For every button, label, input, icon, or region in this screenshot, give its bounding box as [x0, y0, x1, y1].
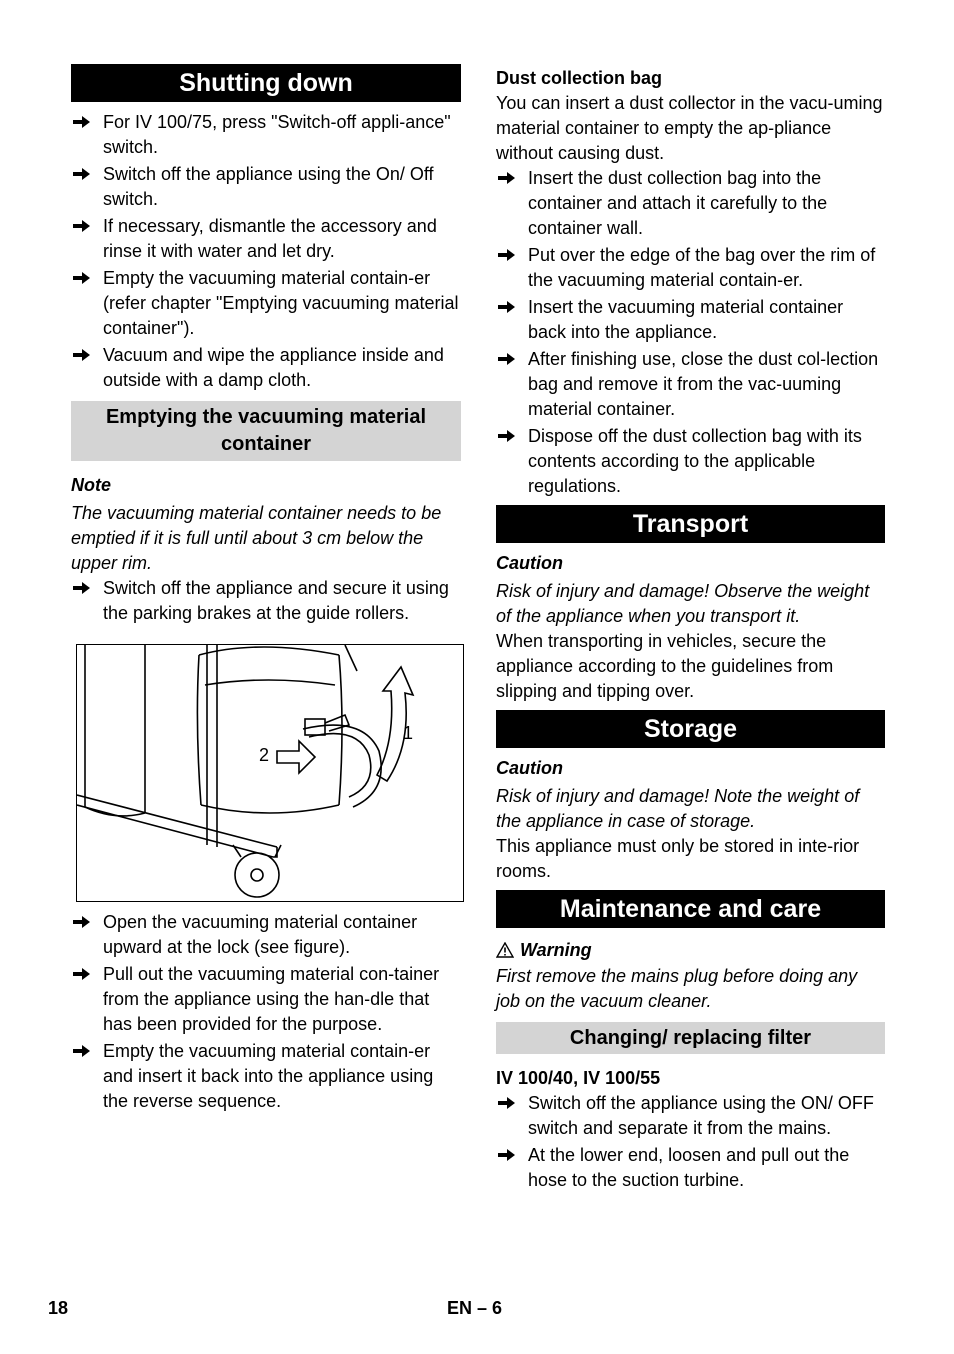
heading-changing-filter: Changing/ replacing filter — [496, 1022, 885, 1054]
filter-steps — [496, 1091, 885, 1193]
transport-text: When transporting in vehicles, secure the appliance according to the guidelines from slipping and tipping over. — [496, 631, 834, 701]
arrow-right-icon — [73, 1044, 91, 1058]
shutting-down-steps — [71, 110, 461, 393]
heading-emptying-container: Emptying the vacuuming material container — [71, 401, 461, 461]
step-text: Open the vacuuming material container upward at the lock (see figure). — [103, 912, 418, 957]
language-page-label: EN – 6 — [447, 1298, 503, 1318]
arrow-right-icon — [498, 300, 516, 314]
step-item — [496, 166, 885, 241]
step-item — [496, 347, 885, 422]
step-item — [71, 214, 461, 264]
step-item — [496, 1143, 885, 1193]
page-number: 18 — [48, 1298, 69, 1318]
warning-text: First remove the mains plug before doing any job on the vacuum cleaner. — [496, 966, 858, 1011]
step-text: Empty the vacuuming material contain-er (refer chapter "Emptying vacuuming material container"). — [103, 268, 459, 338]
arrow-right-icon — [73, 915, 91, 929]
arrow-right-icon — [73, 115, 91, 129]
arrow-right-icon — [73, 167, 91, 181]
step-text: Insert the vacuuming material container back into the appliance. — [528, 297, 844, 342]
storage-text: This appliance must only be stored in inte-rior rooms. — [496, 836, 860, 881]
right-column — [496, 66, 885, 1195]
emptying-steps-before — [71, 576, 461, 626]
step-item — [496, 424, 885, 499]
step-item — [71, 1039, 461, 1114]
step-item — [71, 266, 461, 341]
step-text: Vacuum and wipe the appliance inside and outside with a damp cloth. — [103, 345, 444, 390]
storage-caution-text: Risk of injury and damage! Note the weight of the appliance in case of storage. — [496, 786, 860, 831]
heading-transport: Transport — [496, 505, 885, 543]
step-item — [71, 110, 461, 160]
vacuum-container-illustration — [77, 645, 463, 901]
step-text: Pull out the vacuuming material con-tainer from the appliance using the han-dle that has been provided for the purpose. — [103, 964, 440, 1034]
step-text: For IV 100/75, press "Switch-off appli-ance" switch. — [103, 112, 451, 157]
step-text: After finishing use, close the dust col-lection bag and remove it from the vac-uuming material container. — [528, 349, 879, 419]
arrow-right-icon — [498, 171, 516, 185]
figure-label-2: 2 — [259, 745, 270, 765]
arrow-right-icon — [498, 248, 516, 262]
step-item — [496, 1091, 885, 1141]
step-text: Switch off the appliance using the On/ Off switch. — [103, 164, 434, 209]
step-item — [71, 162, 461, 212]
heading-dust-bag: Dust collection bag — [496, 68, 663, 88]
step-item — [71, 962, 461, 1037]
arrow-right-icon — [498, 1096, 516, 1110]
storage-caution-heading: Caution — [496, 758, 563, 778]
model-heading: IV 100/40, IV 100/55 — [496, 1068, 661, 1088]
heading-maintenance: Maintenance and care — [496, 890, 885, 928]
transport-caution-text: Risk of injury and damage! Observe the weight of the appliance when you transport it. — [496, 581, 870, 626]
step-text: Dispose off the dust collection bag with its contents according to the applicable regulations. — [528, 426, 862, 496]
heading-storage: Storage — [496, 710, 885, 748]
left-column — [71, 64, 461, 1116]
step-text: Insert the dust collection bag into the container and attach it carefully to the container wall. — [528, 168, 828, 238]
step-text: Put over the edge of the bag over the rim of the vacuuming material contain-er. — [528, 245, 876, 290]
note-text: The vacuuming material container needs to be emptied if it is full until about 3 cm below the upper rim. — [71, 503, 442, 573]
arrow-right-icon — [73, 271, 91, 285]
emptying-steps-after — [71, 910, 461, 1114]
transport-caution-heading: Caution — [496, 553, 563, 573]
step-item — [71, 343, 461, 393]
arrow-right-icon — [498, 429, 516, 443]
step-item — [71, 576, 461, 626]
figure-label-1: 1 — [403, 723, 414, 743]
arrow-right-icon — [73, 967, 91, 981]
arrow-right-icon — [498, 352, 516, 366]
note-heading: Note — [71, 475, 111, 495]
dust-bag-intro: You can insert a dust collector in the vacu-uming material container to empty the ap-pliance without causing dust. — [496, 93, 883, 163]
step-text: Switch off the appliance using the ON/ OFF switch and separate it from the mains. — [528, 1093, 874, 1138]
step-item — [496, 295, 885, 345]
step-item — [496, 243, 885, 293]
warning-heading: Warning — [520, 940, 592, 960]
warning-triangle-icon — [496, 942, 514, 958]
container-figure — [76, 644, 464, 902]
step-text: At the lower end, loosen and pull out the hose to the suction turbine. — [528, 1145, 850, 1190]
warning-row — [496, 938, 885, 962]
heading-shutting-down: Shutting down — [71, 64, 461, 102]
step-text: Empty the vacuuming material contain-er and insert it back into the appliance using the reverse sequence. — [103, 1041, 434, 1111]
arrow-right-icon — [498, 1148, 516, 1162]
step-item — [71, 910, 461, 960]
step-text: If necessary, dismantle the accessory and rinse it with water and let dry. — [103, 216, 437, 261]
arrow-right-icon — [73, 581, 91, 595]
arrow-right-icon — [73, 348, 91, 362]
dust-bag-steps — [496, 166, 885, 499]
step-text: Switch off the appliance and secure it using the parking brakes at the guide rollers. — [103, 578, 449, 623]
arrow-right-icon — [73, 219, 91, 233]
